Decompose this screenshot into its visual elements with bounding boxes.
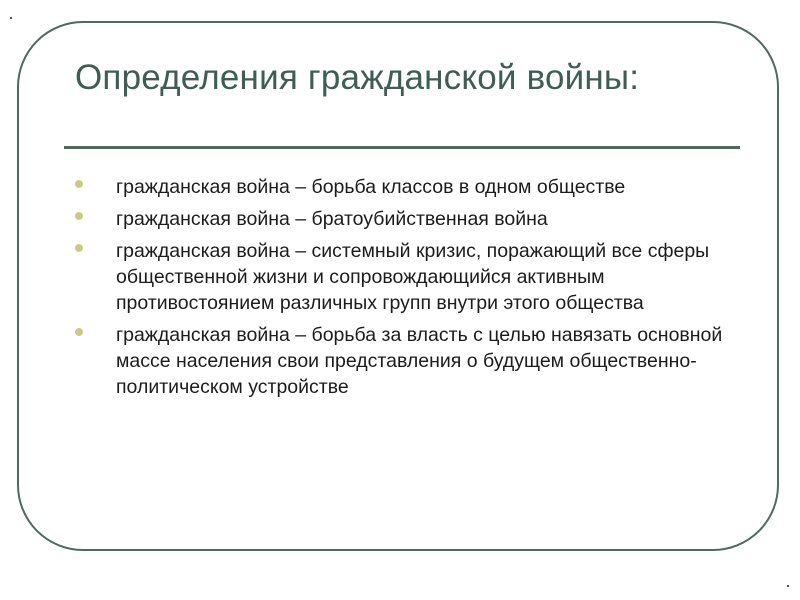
- bullet-item: [72, 206, 742, 232]
- bullet-text: гражданская война – братоубийственная война: [116, 208, 548, 230]
- slide-title: Определения гражданской войны:: [75, 58, 640, 97]
- bullet-dot-icon: [75, 328, 83, 336]
- bullet-item: [72, 238, 742, 316]
- bullet-item: [72, 174, 742, 200]
- bullet-text: гражданская война – борьба за власть с целью навязать основной массе населения свои представления о будущем общественно-политическом устройстве: [116, 324, 723, 398]
- corner-dot-top-left: [10, 17, 12, 19]
- corner-dot-bottom-right: [787, 585, 789, 587]
- bullet-dot-icon: [75, 180, 83, 188]
- bullet-text: гражданская война – борьба классов в одном обществе: [116, 176, 626, 198]
- bullet-dot-icon: [75, 244, 83, 252]
- bullet-text: гражданская война – системный кризис, поражающий все сферы общественной жизни и сопровождающийся активным противостоянием различных групп внутри этого общества: [116, 240, 710, 314]
- bullet-dot-icon: [75, 212, 83, 220]
- title-divider: [64, 146, 740, 149]
- bullet-item: [72, 322, 742, 400]
- bullet-list: [72, 174, 742, 406]
